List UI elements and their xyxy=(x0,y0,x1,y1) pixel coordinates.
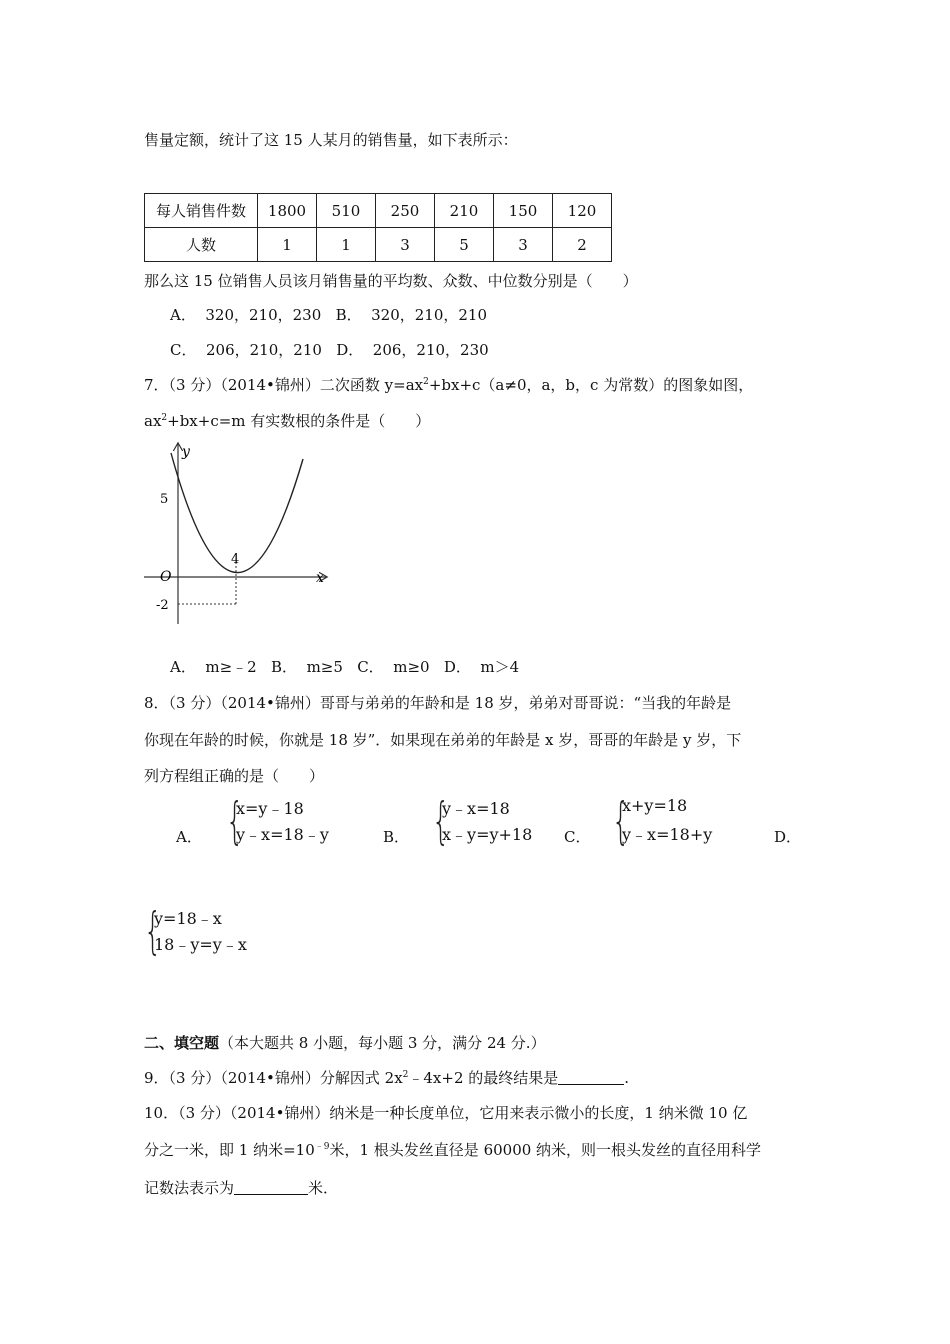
brace-icon: { xyxy=(612,792,630,850)
table-cell: 150 xyxy=(494,194,553,228)
q6-options-line2: C． 206，210，210 D． 206，210，230 xyxy=(170,341,489,359)
section-title: 二、填空题 xyxy=(144,1034,220,1052)
q8-option-b-label: B． xyxy=(383,828,410,846)
brace-icon: { xyxy=(144,902,162,960)
q8-option-d-label: D． xyxy=(774,828,802,846)
q7-line2: $ax^2+bx+c=m$ 有实数根的条件是（ ） xyxy=(144,412,431,430)
section-note: （本大题共 8 小题，每小题 3 分，满分 24 分.） xyxy=(219,1034,546,1052)
q10-line1: 10．（3 分）（2014•锦州）纳米是一种长度单位，它用来表示微小的长度，1 纳米微 10 亿 xyxy=(144,1104,748,1122)
parabola-graph xyxy=(140,438,340,628)
q8-option-b-system: { y﹣x=18 x﹣y=y+18 xyxy=(432,792,533,850)
origin-label: O xyxy=(160,569,172,585)
q8-option-a-system: { x=y﹣18 y﹣x=18﹣y xyxy=(226,792,329,850)
table-cell: 1800 xyxy=(258,194,317,228)
answer-blank xyxy=(234,1180,308,1195)
brace-icon: { xyxy=(432,792,450,850)
q8-line1: 8．（3 分）（2014•锦州）哥哥与弟弟的年龄和是 18 岁，弟弟对哥哥说：“当我的年龄是 xyxy=(144,694,732,712)
answer-blank xyxy=(558,1070,624,1085)
table-cell: 250 xyxy=(376,194,435,228)
q7-line1: 7．（3 分）（2014•锦州）二次函数 $y=ax^2+bx+c(a\ne 0$，a，b，c 为常数）的图象如图， xyxy=(144,376,754,394)
q6-question: 那么这 15 位销售人员该月销售量的平均数、众数、中位数分别是（ ） xyxy=(144,272,638,290)
table-cell: 5 xyxy=(435,228,494,262)
table-cell: 2 xyxy=(553,228,612,262)
sales-table xyxy=(144,193,612,262)
table-header-cell: 每人销售件数 xyxy=(145,194,258,228)
table-cell: 1 xyxy=(258,228,317,262)
q8-option-c-system: { x+y=18 y﹣x=18+y xyxy=(612,792,713,850)
table-row xyxy=(145,194,612,228)
table-cell: 510 xyxy=(317,194,376,228)
intro-text: 售量定额，统计了这 15 人某月的销售量，如下表所示： xyxy=(144,131,518,149)
y-axis-label: y xyxy=(182,444,190,460)
q8-line3: 列方程组正确的是（ ） xyxy=(144,767,325,785)
brace-icon: { xyxy=(226,792,244,850)
q8-option-a-label: A． xyxy=(176,828,202,846)
q10-line3: 记数法表示为 米． xyxy=(144,1179,339,1197)
table-cell: 3 xyxy=(376,228,435,262)
table-cell: 120 xyxy=(553,194,612,228)
q10-line2: 分之一米，即 1 纳米$=10^{﹣9}$米，1 根头发丝直径是 60000 纳米，则一根头发丝的直径用科学 xyxy=(144,1141,762,1159)
section2-heading xyxy=(144,1032,546,1053)
y-tick-label: 5 xyxy=(160,492,169,507)
x-axis-label: x xyxy=(316,570,324,586)
q8-line2: 你现在年龄的时候，你就是 18 岁”．如果现在弟弟的年龄是 x 岁，哥哥的年龄是 y 岁，下 xyxy=(144,731,742,749)
q8-option-d-system: { y=18﹣x 18﹣y=y﹣x xyxy=(144,902,247,960)
q6-options-line1: A． 320，210，230 B． 320，210，210 xyxy=(170,306,488,324)
y-tick-label: -2 xyxy=(156,598,169,613)
table-cell: 1 xyxy=(317,228,376,262)
q7-options: A． m≥﹣2 B． m≥5 C． m≥0 D． m＞4 xyxy=(170,658,520,676)
q9-question: 9．（3 分）（2014•锦州）分解因式 $2x^2﹣4x+2$ 的最终结果是 . xyxy=(144,1069,630,1087)
table-row xyxy=(145,228,612,262)
table-cell: 3 xyxy=(494,228,553,262)
q8-option-c-label: C． xyxy=(564,828,591,846)
table-header-cell: 人数 xyxy=(145,228,258,262)
table-cell: 210 xyxy=(435,194,494,228)
x-tick-label: 4 xyxy=(231,552,240,567)
